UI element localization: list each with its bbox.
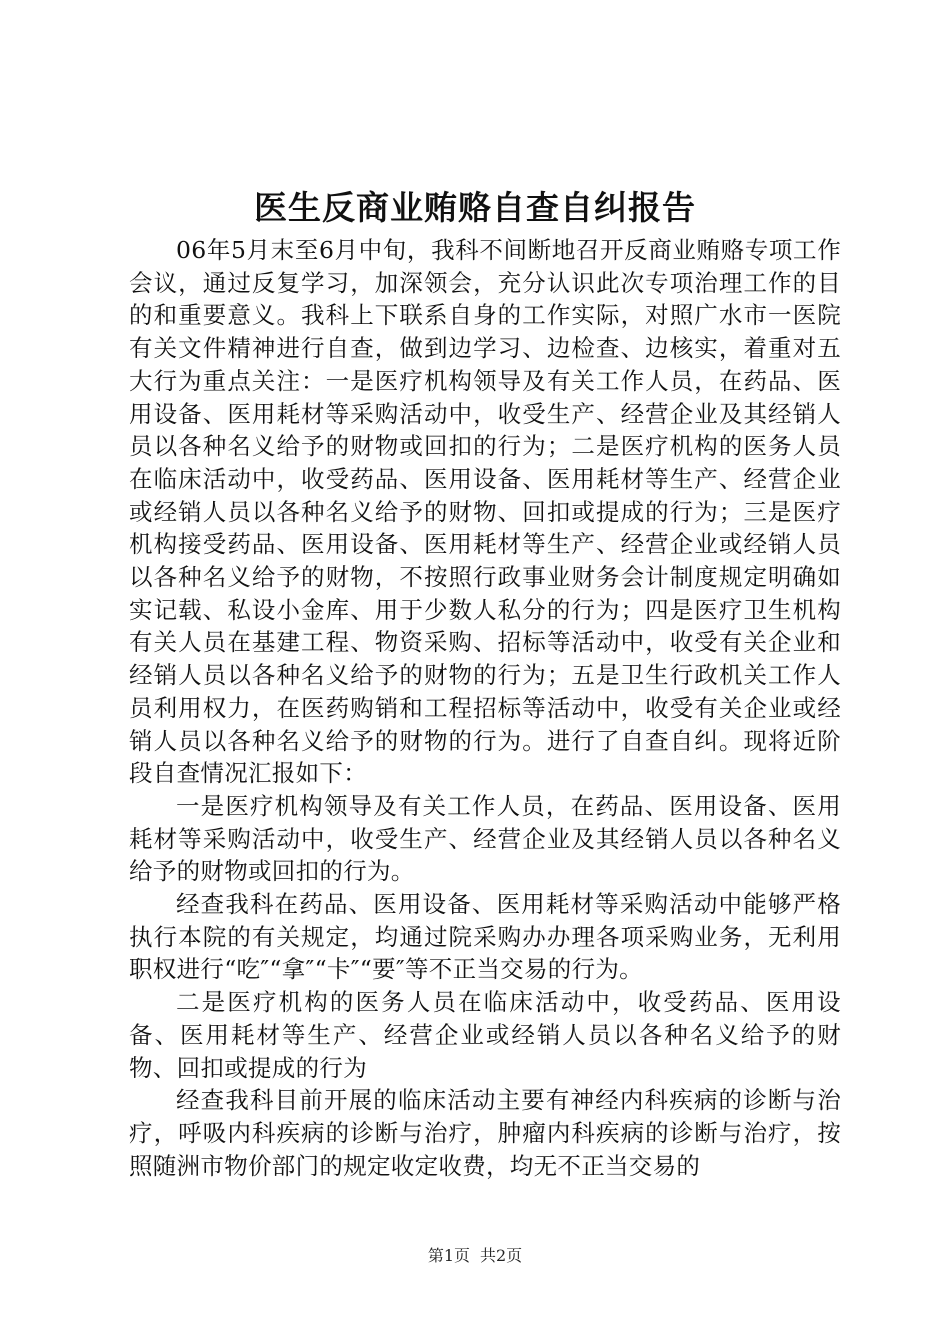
paragraph-item-2: 二是医疗机构的医务人员在临床活动中，收受药品、医用设备、医用耗材等生产、经营企业或经销人员以各种名义给予的财物、回扣或提成的行为 bbox=[129, 988, 841, 1082]
paragraph-intro: 06年5月末至6月中旬，我科不间断地召开反商业贿赂专项工作会议，通过反复学习，加深领会，充分认识此次专项治理工作的目的和重要意义。我科上下联系自身的工作实际，对照广水市一医院有关文件精神进行自查，做到边学习、边检查、边核实，着重对五大行为重点关注：一是医疗机构领导及有关工作人员，在药品、医用设备、医用耗材等采购活动中，收受生产、经营企业及其经销人员以各种名义给予的财物或回扣的行为；二是医疗机构的医务人员在临床活动中，收受药品、医用设备、医用耗材等生产、经营企业或经销人员以各种名义给予的财物、回扣或提成的行为；三是医疗机构接受药品、医用设备、医用耗材等生产、经营企业或经销人员以各种名义给予的财物，不按照行政事业财务会计制度规定明确如实记载、私设小金库、用于少数人私分的行为；四是医疗卫生机构有关人员在基建工程、物资采购、招标等活动中，收受有关企业和经销人员以各种名义给予的财物的行为；五是卫生行政机关工作人员利用权力，在医药购销和工程招标等活动中，收受有关企业或经销人员以各种名义给予的财物的行为。进行了自查自纠。现将近阶段自查情况汇报如下： bbox=[129, 236, 841, 788]
document-title: 医生反商业贿赂自查自纠报告 bbox=[254, 188, 696, 227]
paragraph-item-1: 一是医疗机构领导及有关工作人员，在药品、医用设备、医用耗材等采购活动中，收受生产、经营企业及其经销人员以各种名义给予的财物或回扣的行为。 bbox=[129, 791, 841, 886]
page-number-current: 第1页 bbox=[427, 1246, 470, 1265]
document-body bbox=[129, 234, 841, 1182]
paragraph-finding-1: 经查我科在药品、医用设备、医用耗材等采购活动中能够严格执行本院的有关规定，均通过院采购办办理各项采购业务，无利用职权进行“吃″“拿″“卡″“要″等不正当交易的行为。 bbox=[129, 890, 841, 984]
paragraph-finding-2: 经查我科目前开展的临床活动主要有神经内科疾病的诊断与治疗，呼吸内科疾病的诊断与治疗，肿瘤内科疾病的诊断与治疗，按照随洲市物价部门的规定收定收费，均无不正当交易的 bbox=[129, 1086, 841, 1180]
page-number-total: 共2页 bbox=[480, 1246, 523, 1265]
page-footer bbox=[0, 1245, 950, 1267]
